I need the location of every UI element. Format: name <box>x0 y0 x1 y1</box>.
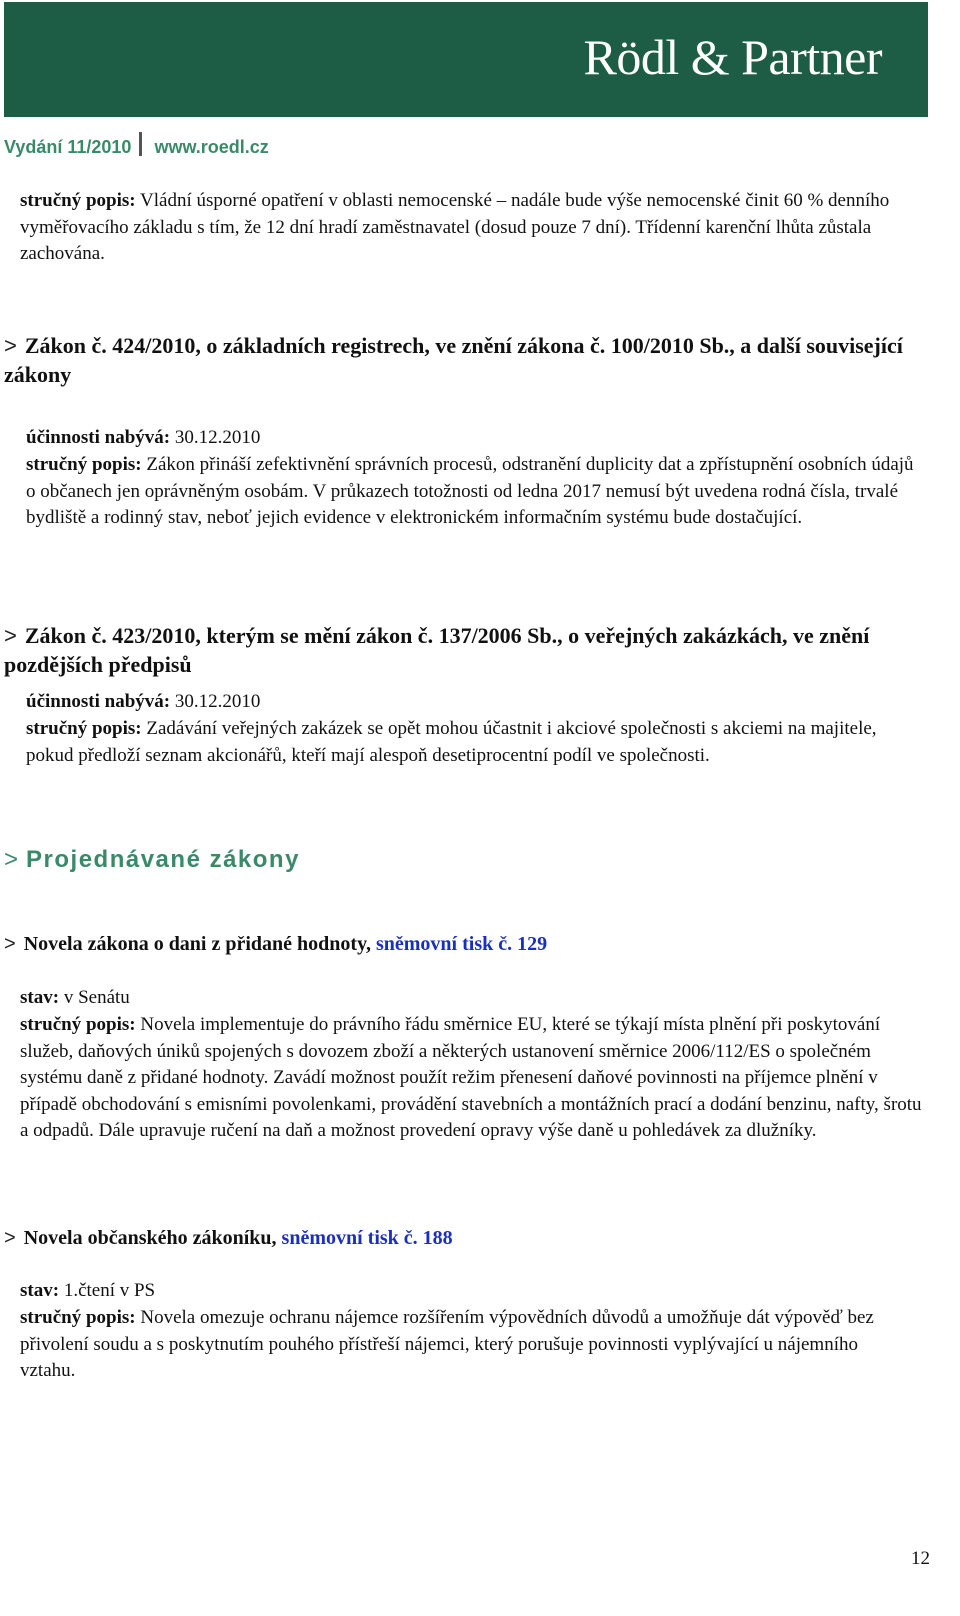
law-effective <box>26 689 926 716</box>
law-title: Zákon č. 424/2010, o základních registrech, ve znění zákona č. 100/2010 Sb., a další související zákony <box>4 333 903 387</box>
law-description <box>26 716 926 769</box>
bill-status <box>20 1278 920 1305</box>
intro-text: Vládní úsporné opatření v oblasti nemocenské – nadále bude výše nemocenské činit 60 % denního vyměřovacího základu s tím, že 12 dní hradí zaměstnavatel (dosud pouze 7 dní). Třídenní karenční lhůta zůstala zachována. <box>20 190 890 264</box>
chevron-right-icon: > <box>4 846 19 873</box>
description-label: stručný popis: <box>20 1014 136 1035</box>
effective-value: 30.12.2010 <box>170 691 261 712</box>
bill-title: Novela občanského zákoníku, <box>23 1227 277 1249</box>
status-label: stav: <box>20 987 60 1008</box>
status-value: 1.čtení v PS <box>59 1280 156 1301</box>
chevron-right-icon: > <box>4 333 17 358</box>
effective-label: účinnosti nabývá: <box>26 691 171 712</box>
intro-paragraph <box>20 188 900 268</box>
issue-line <box>4 132 269 158</box>
issue-label: Vydání 11/2010 <box>4 137 132 157</box>
status-label: stav: <box>20 1280 60 1301</box>
bill-title: Novela zákona o dani z přidané hodnoty, <box>23 933 371 955</box>
page-number: 12 <box>911 1548 930 1569</box>
law-description <box>26 452 926 532</box>
law-title: Zákon č. 423/2010, kterým se mění zákon č. 137/2006 Sb., o veřejných zakázkách, ve znění pozdějších předpisů <box>4 623 870 677</box>
description-label: stručný popis: <box>20 1307 136 1328</box>
section-heading <box>4 846 300 874</box>
bill-status <box>20 985 930 1012</box>
chevron-right-icon: > <box>4 623 17 648</box>
chevron-right-icon: > <box>4 1227 16 1249</box>
law-effective <box>26 425 926 452</box>
bill-heading <box>4 1225 924 1251</box>
header-banner <box>4 2 928 117</box>
description-text: Zadávání veřejných zakázek se opět mohou účastnit i akciové společnosti s akciemi na majitele, pokud předloží seznam akcionářů, kteří mají alespoň desetiprocentní podíl ve společnosti. <box>26 718 877 766</box>
law-heading <box>4 621 914 679</box>
website-link[interactable]: www.roedl.cz <box>154 137 269 157</box>
description-label: stručný popis: <box>26 718 142 739</box>
chevron-right-icon: > <box>4 933 16 955</box>
effective-label: účinnosti nabývá: <box>26 427 171 448</box>
company-logo: Rödl & Partner <box>583 29 882 85</box>
print-link[interactable]: sněmovní tisk č. 129 <box>375 933 548 955</box>
effective-value: 30.12.2010 <box>170 427 261 448</box>
print-link[interactable]: sněmovní tisk č. 188 <box>281 1227 453 1249</box>
intro-label: stručný popis: <box>20 190 136 211</box>
bill-description <box>20 1012 930 1145</box>
description-label: stručný popis: <box>26 454 142 475</box>
description-text: Novela omezuje ochranu nájemce rozšířením výpovědních důvodů a umožňuje dát výpověď bez přivolení soudu a s poskytnutím pouhého přístřeší nájemci, který porušuje povinnosti vyplývající u nájemního vztahu. <box>20 1307 874 1381</box>
law-heading <box>4 331 904 389</box>
bill-heading <box>4 931 924 957</box>
section-title: Projednávané zákony <box>26 846 300 873</box>
issue-divider <box>139 132 142 156</box>
bill-description <box>20 1305 900 1385</box>
description-text: Novela implementuje do právního řádu směrnice EU, které se týkají místa plnění při poskytování služeb, daňových úniků spojených s dovozem zboží a některých ustanovení směrnice 2006/112/ES o společném systému daně z přidané hodnoty. Zavádí možnost použít režim přenesení daňové povinnosti na příjemce plnění v případě obchodování s emisními povolenkami, provádění stavebních a montážních prací a dodání benzinu, nafty, šrotu a odpadů. Dále upravuje ručení na daň a možnost provedení opravy výše daně u pohledávek za dlužníky. <box>20 1014 922 1141</box>
description-text: Zákon přináší zefektivnění správních procesů, odstranění duplicity dat a zpřístupnění osobních údajů o občanech jen oprávněným osobám. V průkazech totožnosti od ledna 2017 nemusí být uvedena rodná čísla, trvalé bydliště a rodinný stav, neboť jejich evidence v elektronickém informačním systému bude dostačující. <box>26 454 914 528</box>
status-value: v Senátu <box>59 987 130 1008</box>
